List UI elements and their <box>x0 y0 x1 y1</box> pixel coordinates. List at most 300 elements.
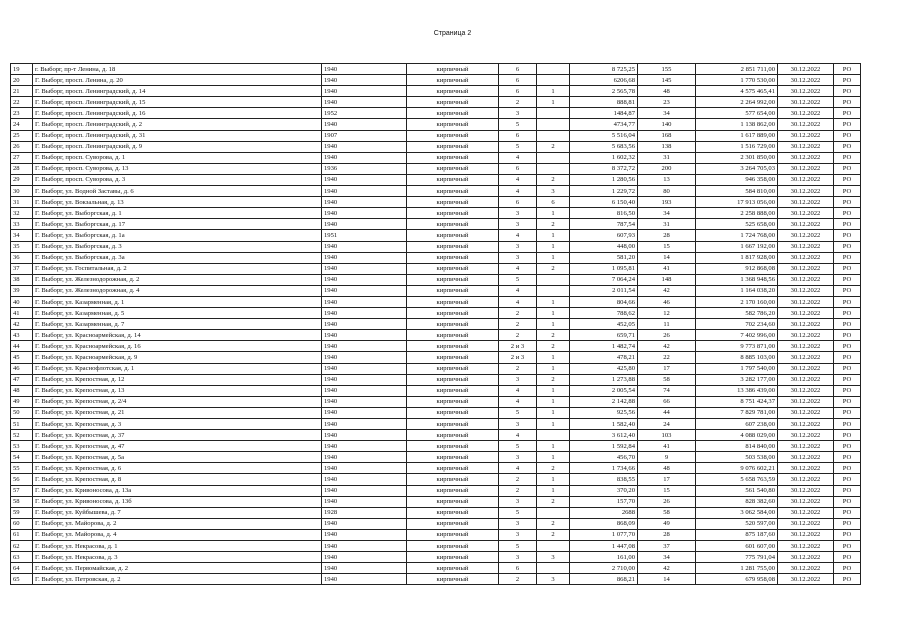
area-cell: 157,70 <box>570 496 638 507</box>
floors-cell: 3 <box>499 419 537 430</box>
table-row <box>11 163 861 174</box>
org-cell: РО <box>834 241 861 252</box>
address-cell: Г. Выборг, ул. Крепостная, д. 6 <box>33 463 322 474</box>
address-cell: Г. Выборг, просп. Суворова, д. 13 <box>33 163 322 174</box>
area-cell: 2 005,54 <box>570 385 638 396</box>
material-cell: кирпичный <box>407 230 499 241</box>
residents-cell: 26 <box>638 496 696 507</box>
area-cell: 2 565,78 <box>570 86 638 97</box>
row-number: 29 <box>11 174 33 185</box>
row-number: 63 <box>11 552 33 563</box>
row-number: 23 <box>11 108 33 119</box>
material-cell: кирпичный <box>407 152 499 163</box>
entrances-cell: 1 <box>537 485 570 496</box>
year-cell: 1940 <box>322 263 407 274</box>
material-cell: кирпичный <box>407 529 499 540</box>
date-cell: 30.12.2022 <box>778 274 834 285</box>
residents-cell: 31 <box>638 219 696 230</box>
material-cell: кирпичный <box>407 186 499 197</box>
address-cell: Г. Выборг, ул. Госпитальная, д. 2 <box>33 263 322 274</box>
table-row <box>11 285 861 296</box>
org-cell: РО <box>834 141 861 152</box>
table-row <box>11 474 861 485</box>
year-cell: 1940 <box>322 541 407 552</box>
area-cell: 868,21 <box>570 574 638 585</box>
material-cell: кирпичный <box>407 485 499 496</box>
entrances-cell: 2 <box>537 463 570 474</box>
table-row <box>11 219 861 230</box>
row-number: 25 <box>11 130 33 141</box>
table-row <box>11 518 861 529</box>
entrances-cell: 3 <box>537 574 570 585</box>
date-cell: 30.12.2022 <box>778 263 834 274</box>
floors-cell: 3 <box>499 496 537 507</box>
area-cell: 607,93 <box>570 230 638 241</box>
material-cell: кирпичный <box>407 208 499 219</box>
year-cell: 1940 <box>322 341 407 352</box>
floors-cell: 3 <box>499 374 537 385</box>
org-cell: РО <box>834 252 861 263</box>
floors-cell: 5 <box>499 274 537 285</box>
entrances-cell <box>537 163 570 174</box>
entrances-cell <box>537 285 570 296</box>
org-cell: РО <box>834 97 861 108</box>
year-cell: 1940 <box>322 563 407 574</box>
material-cell: кирпичный <box>407 64 499 75</box>
row-number: 36 <box>11 252 33 263</box>
row-number: 22 <box>11 97 33 108</box>
entrances-cell: 1 <box>537 230 570 241</box>
table-row <box>11 208 861 219</box>
date-cell: 30.12.2022 <box>778 296 834 307</box>
residents-cell: 12 <box>638 308 696 319</box>
table-row <box>11 75 861 86</box>
area-cell: 581,20 <box>570 252 638 263</box>
material-cell: кирпичный <box>407 130 499 141</box>
entrances-cell: 1 <box>537 407 570 418</box>
residents-cell: 15 <box>638 485 696 496</box>
address-cell: Г. Выборг, ул. Красноармейская, д. 14 <box>33 330 322 341</box>
cost-cell: 4 575 465,41 <box>696 86 778 97</box>
org-cell: РО <box>834 441 861 452</box>
address-cell: Г. Выборг, ул. Кривоносова, д. 13а <box>33 485 322 496</box>
area-cell: 8 372,72 <box>570 163 638 174</box>
area-cell: 816,50 <box>570 208 638 219</box>
row-number: 45 <box>11 352 33 363</box>
floors-cell: 4 <box>499 430 537 441</box>
entrances-cell: 1 <box>537 86 570 97</box>
row-number: 65 <box>11 574 33 585</box>
material-cell: кирпичный <box>407 263 499 274</box>
org-cell: РО <box>834 152 861 163</box>
area-cell: 1 273,88 <box>570 374 638 385</box>
material-cell: кирпичный <box>407 507 499 518</box>
floors-cell: 2 <box>499 319 537 330</box>
address-cell: Г. Выборг, просп. Ленинградский, д. 14 <box>33 86 322 97</box>
material-cell: кирпичный <box>407 352 499 363</box>
floors-cell: 4 <box>499 152 537 163</box>
date-cell: 30.12.2022 <box>778 219 834 230</box>
org-cell: РО <box>834 352 861 363</box>
row-number: 51 <box>11 419 33 430</box>
org-cell: РО <box>834 518 861 529</box>
area-cell: 2 011,54 <box>570 285 638 296</box>
cost-cell: 8 751 424,37 <box>696 396 778 407</box>
entrances-cell: 2 <box>537 496 570 507</box>
floors-cell: 4 <box>499 174 537 185</box>
address-cell: Г. Выборг, ул. Железнодорожная, д. 2 <box>33 274 322 285</box>
floors-cell: 5 <box>499 407 537 418</box>
date-cell: 30.12.2022 <box>778 529 834 540</box>
area-cell: 1484,87 <box>570 108 638 119</box>
cost-cell: 912 868,08 <box>696 263 778 274</box>
entrances-cell: 2 <box>537 518 570 529</box>
entrances-cell: 2 <box>537 219 570 230</box>
address-cell: Г. Выборг, просп. Ленина, д. 20 <box>33 75 322 86</box>
table-row <box>11 119 861 130</box>
address-cell: Г. Выборг, просп. Суворова, д. 3 <box>33 174 322 185</box>
date-cell: 30.12.2022 <box>778 208 834 219</box>
org-cell: РО <box>834 430 861 441</box>
entrances-cell <box>537 274 570 285</box>
table-row <box>11 64 861 75</box>
row-number: 49 <box>11 396 33 407</box>
cost-cell: 2 258 888,00 <box>696 208 778 219</box>
floors-cell: 3 <box>499 529 537 540</box>
row-number: 52 <box>11 430 33 441</box>
address-cell: Г. Выборг, ул. Крепостная, д. 2/4 <box>33 396 322 407</box>
residents-cell: 42 <box>638 563 696 574</box>
residents-cell: 138 <box>638 141 696 152</box>
org-cell: РО <box>834 308 861 319</box>
date-cell: 30.12.2022 <box>778 407 834 418</box>
residents-cell: 41 <box>638 441 696 452</box>
year-cell: 1940 <box>322 363 407 374</box>
cost-cell: 1 724 768,00 <box>696 230 778 241</box>
residents-cell: 23 <box>638 97 696 108</box>
floors-cell: 3 <box>499 452 537 463</box>
cost-cell: 2 301 850,00 <box>696 152 778 163</box>
address-cell: Г. Выборг, просп. Ленинградский, д. 31 <box>33 130 322 141</box>
entrances-cell: 1 <box>537 208 570 219</box>
entrances-cell <box>537 430 570 441</box>
floors-cell: 5 <box>499 507 537 518</box>
cost-cell: 1 164 038,20 <box>696 285 778 296</box>
address-cell: Г. Выборг, ул. Краснофлотская, д. 1 <box>33 363 322 374</box>
floors-cell: 6 <box>499 130 537 141</box>
residents-cell: 22 <box>638 352 696 363</box>
year-cell: 1940 <box>322 396 407 407</box>
page-label: Страница 2 <box>433 30 472 37</box>
floors-cell: 6 <box>499 197 537 208</box>
table-row <box>11 174 861 185</box>
entrances-cell: 2 <box>537 141 570 152</box>
table-row <box>11 374 861 385</box>
cost-cell: 7 829 781,00 <box>696 407 778 418</box>
area-cell: 1 447,08 <box>570 541 638 552</box>
table-row <box>11 441 861 452</box>
table-row <box>11 352 861 363</box>
address-cell: Г. Выборг, просп. Ленинградский, д. 2 <box>33 119 322 130</box>
year-cell: 1940 <box>322 64 407 75</box>
area-cell: 1 734,66 <box>570 463 638 474</box>
residents-cell: 9 <box>638 452 696 463</box>
date-cell: 30.12.2022 <box>778 119 834 130</box>
entrances-cell: 2 <box>537 341 570 352</box>
entrances-cell: 1 <box>537 352 570 363</box>
residents-cell: 14 <box>638 252 696 263</box>
area-cell: 5 683,56 <box>570 141 638 152</box>
floors-cell: 4 <box>499 230 537 241</box>
org-cell: РО <box>834 86 861 97</box>
floors-cell: 2 <box>499 97 537 108</box>
org-cell: РО <box>834 407 861 418</box>
row-number: 21 <box>11 86 33 97</box>
row-number: 30 <box>11 186 33 197</box>
floors-cell: 4 <box>499 285 537 296</box>
address-cell: Г. Выборг, ул. Крепостная, д. 21 <box>33 407 322 418</box>
entrances-cell: 3 <box>537 186 570 197</box>
row-number: 44 <box>11 341 33 352</box>
year-cell: 1940 <box>322 86 407 97</box>
year-cell: 1940 <box>322 441 407 452</box>
date-cell: 30.12.2022 <box>778 474 834 485</box>
org-cell: РО <box>834 274 861 285</box>
address-cell: Г. Выборг, ул. Красноармейская, д. 16 <box>33 341 322 352</box>
table-row <box>11 319 861 330</box>
material-cell: кирпичный <box>407 75 499 86</box>
year-cell: 1940 <box>322 296 407 307</box>
entrances-cell <box>537 541 570 552</box>
residents-cell: 58 <box>638 374 696 385</box>
area-cell: 6 150,40 <box>570 197 638 208</box>
date-cell: 30.12.2022 <box>778 352 834 363</box>
cost-cell: 2 264 992,00 <box>696 97 778 108</box>
floors-cell: 2 <box>499 485 537 496</box>
row-number: 55 <box>11 463 33 474</box>
address-cell: Г. Выборг, ул. Выборгская, д. 3а <box>33 252 322 263</box>
org-cell: РО <box>834 463 861 474</box>
cost-cell: 1 516 729,00 <box>696 141 778 152</box>
org-cell: РО <box>834 396 861 407</box>
address-cell: Г. Выборг, ул. Железнодорожная, д. 4 <box>33 285 322 296</box>
address-cell: Г. Выборг, ул. Петровская, д. 2 <box>33 574 322 585</box>
row-number: 40 <box>11 296 33 307</box>
org-cell: РО <box>834 64 861 75</box>
year-cell: 1940 <box>322 241 407 252</box>
table-row <box>11 363 861 374</box>
row-number: 27 <box>11 152 33 163</box>
year-cell: 1940 <box>322 552 407 563</box>
date-cell: 30.12.2022 <box>778 241 834 252</box>
cost-cell: 7 402 996,00 <box>696 330 778 341</box>
date-cell: 30.12.2022 <box>778 152 834 163</box>
year-cell: 1940 <box>322 352 407 363</box>
row-number: 19 <box>11 64 33 75</box>
cost-cell: 8 885 103,00 <box>696 352 778 363</box>
org-cell: РО <box>834 341 861 352</box>
residents-cell: 31 <box>638 152 696 163</box>
table-row <box>11 252 861 263</box>
residents-cell: 49 <box>638 518 696 529</box>
area-cell: 7 064,24 <box>570 274 638 285</box>
org-cell: РО <box>834 230 861 241</box>
year-cell: 1940 <box>322 485 407 496</box>
residents-cell: 15 <box>638 241 696 252</box>
area-cell: 1 482,74 <box>570 341 638 352</box>
org-cell: РО <box>834 552 861 563</box>
row-number: 24 <box>11 119 33 130</box>
residents-cell: 42 <box>638 341 696 352</box>
row-number: 47 <box>11 374 33 385</box>
floors-cell: 4 <box>499 463 537 474</box>
row-number: 32 <box>11 208 33 219</box>
date-cell: 30.12.2022 <box>778 385 834 396</box>
year-cell: 1940 <box>322 463 407 474</box>
residents-cell: 26 <box>638 330 696 341</box>
row-number: 35 <box>11 241 33 252</box>
address-cell: Г. Выборг, ул. Некрасова, д. 3 <box>33 552 322 563</box>
floors-cell: 6 <box>499 75 537 86</box>
floors-cell: 4 <box>499 296 537 307</box>
date-cell: 30.12.2022 <box>778 86 834 97</box>
table-row <box>11 197 861 208</box>
residents-cell: 14 <box>638 574 696 585</box>
date-cell: 30.12.2022 <box>778 330 834 341</box>
entrances-cell: 1 <box>537 419 570 430</box>
material-cell: кирпичный <box>407 574 499 585</box>
date-cell: 30.12.2022 <box>778 130 834 141</box>
floors-cell: 4 <box>499 186 537 197</box>
material-cell: кирпичный <box>407 474 499 485</box>
residents-cell: 66 <box>638 396 696 407</box>
table-row <box>11 541 861 552</box>
year-cell: 1940 <box>322 75 407 86</box>
entrances-cell: 1 <box>537 241 570 252</box>
org-cell: РО <box>834 108 861 119</box>
address-cell: Г. Выборг, просп. Ленинградский, д. 15 <box>33 97 322 108</box>
table-row <box>11 308 861 319</box>
residents-cell: 37 <box>638 541 696 552</box>
material-cell: кирпичный <box>407 97 499 108</box>
floors-cell: 5 <box>499 141 537 152</box>
year-cell: 1940 <box>322 518 407 529</box>
floors-cell: 3 <box>499 252 537 263</box>
residents-cell: 34 <box>638 552 696 563</box>
floors-cell: 2 <box>499 474 537 485</box>
address-cell: Г. Выборг, ул. Выборгская, д. 17 <box>33 219 322 230</box>
org-cell: РО <box>834 385 861 396</box>
year-cell: 1940 <box>322 319 407 330</box>
row-number: 50 <box>11 407 33 418</box>
entrances-cell: 1 <box>537 396 570 407</box>
cost-cell: 1 138 862,00 <box>696 119 778 130</box>
org-cell: РО <box>834 474 861 485</box>
area-cell: 425,80 <box>570 363 638 374</box>
row-number: 60 <box>11 518 33 529</box>
material-cell: кирпичный <box>407 119 499 130</box>
org-cell: РО <box>834 496 861 507</box>
address-cell: Г. Выборг, просп. Суворова, д. 1 <box>33 152 322 163</box>
area-cell: 456,70 <box>570 452 638 463</box>
row-number: 64 <box>11 563 33 574</box>
table-row <box>11 529 861 540</box>
org-cell: РО <box>834 75 861 86</box>
address-cell: Г. Выборг, просп. Ленинградский, д. 16 <box>33 108 322 119</box>
date-cell: 30.12.2022 <box>778 308 834 319</box>
row-number: 28 <box>11 163 33 174</box>
material-cell: кирпичный <box>407 430 499 441</box>
floors-cell: 6 <box>499 86 537 97</box>
org-cell: РО <box>834 319 861 330</box>
residents-cell: 46 <box>638 296 696 307</box>
area-cell: 804,66 <box>570 296 638 307</box>
material-cell: кирпичный <box>407 219 499 230</box>
cost-cell: 503 538,00 <box>696 452 778 463</box>
date-cell: 30.12.2022 <box>778 230 834 241</box>
area-cell: 1 582,40 <box>570 419 638 430</box>
material-cell: кирпичный <box>407 463 499 474</box>
year-cell: 1940 <box>322 285 407 296</box>
year-cell: 1940 <box>322 330 407 341</box>
area-cell: 2 710,00 <box>570 563 638 574</box>
org-cell: РО <box>834 219 861 230</box>
entrances-cell <box>537 563 570 574</box>
entrances-cell: 2 <box>537 374 570 385</box>
residents-cell: 200 <box>638 163 696 174</box>
material-cell: кирпичный <box>407 407 499 418</box>
cost-cell: 828 382,60 <box>696 496 778 507</box>
date-cell: 30.12.2022 <box>778 186 834 197</box>
row-number: 38 <box>11 274 33 285</box>
material-cell: кирпичный <box>407 241 499 252</box>
org-cell: РО <box>834 363 861 374</box>
floors-cell: 3 <box>499 108 537 119</box>
residents-cell: 103 <box>638 430 696 441</box>
org-cell: РО <box>834 163 861 174</box>
area-cell: 4734,77 <box>570 119 638 130</box>
year-cell: 1940 <box>322 385 407 396</box>
org-cell: РО <box>834 208 861 219</box>
cost-cell: 525 658,00 <box>696 219 778 230</box>
year-cell: 1940 <box>322 119 407 130</box>
date-cell: 30.12.2022 <box>778 507 834 518</box>
residents-cell: 34 <box>638 208 696 219</box>
date-cell: 30.12.2022 <box>778 574 834 585</box>
date-cell: 30.12.2022 <box>778 197 834 208</box>
material-cell: кирпичный <box>407 363 499 374</box>
table-row <box>11 574 861 585</box>
date-cell: 30.12.2022 <box>778 285 834 296</box>
residents-cell: 48 <box>638 463 696 474</box>
cost-cell: 3 062 584,00 <box>696 507 778 518</box>
org-cell: РО <box>834 452 861 463</box>
material-cell: кирпичный <box>407 341 499 352</box>
material-cell: кирпичный <box>407 174 499 185</box>
table-row <box>11 463 861 474</box>
area-cell: 1 592,84 <box>570 441 638 452</box>
row-number: 62 <box>11 541 33 552</box>
date-cell: 30.12.2022 <box>778 563 834 574</box>
entrances-cell: 1 <box>537 452 570 463</box>
date-cell: 30.12.2022 <box>778 108 834 119</box>
cost-cell: 1 817 928,00 <box>696 252 778 263</box>
row-number: 34 <box>11 230 33 241</box>
row-number: 33 <box>11 219 33 230</box>
cost-cell: 702 234,60 <box>696 319 778 330</box>
date-cell: 30.12.2022 <box>778 75 834 86</box>
floors-cell: 5 <box>499 441 537 452</box>
